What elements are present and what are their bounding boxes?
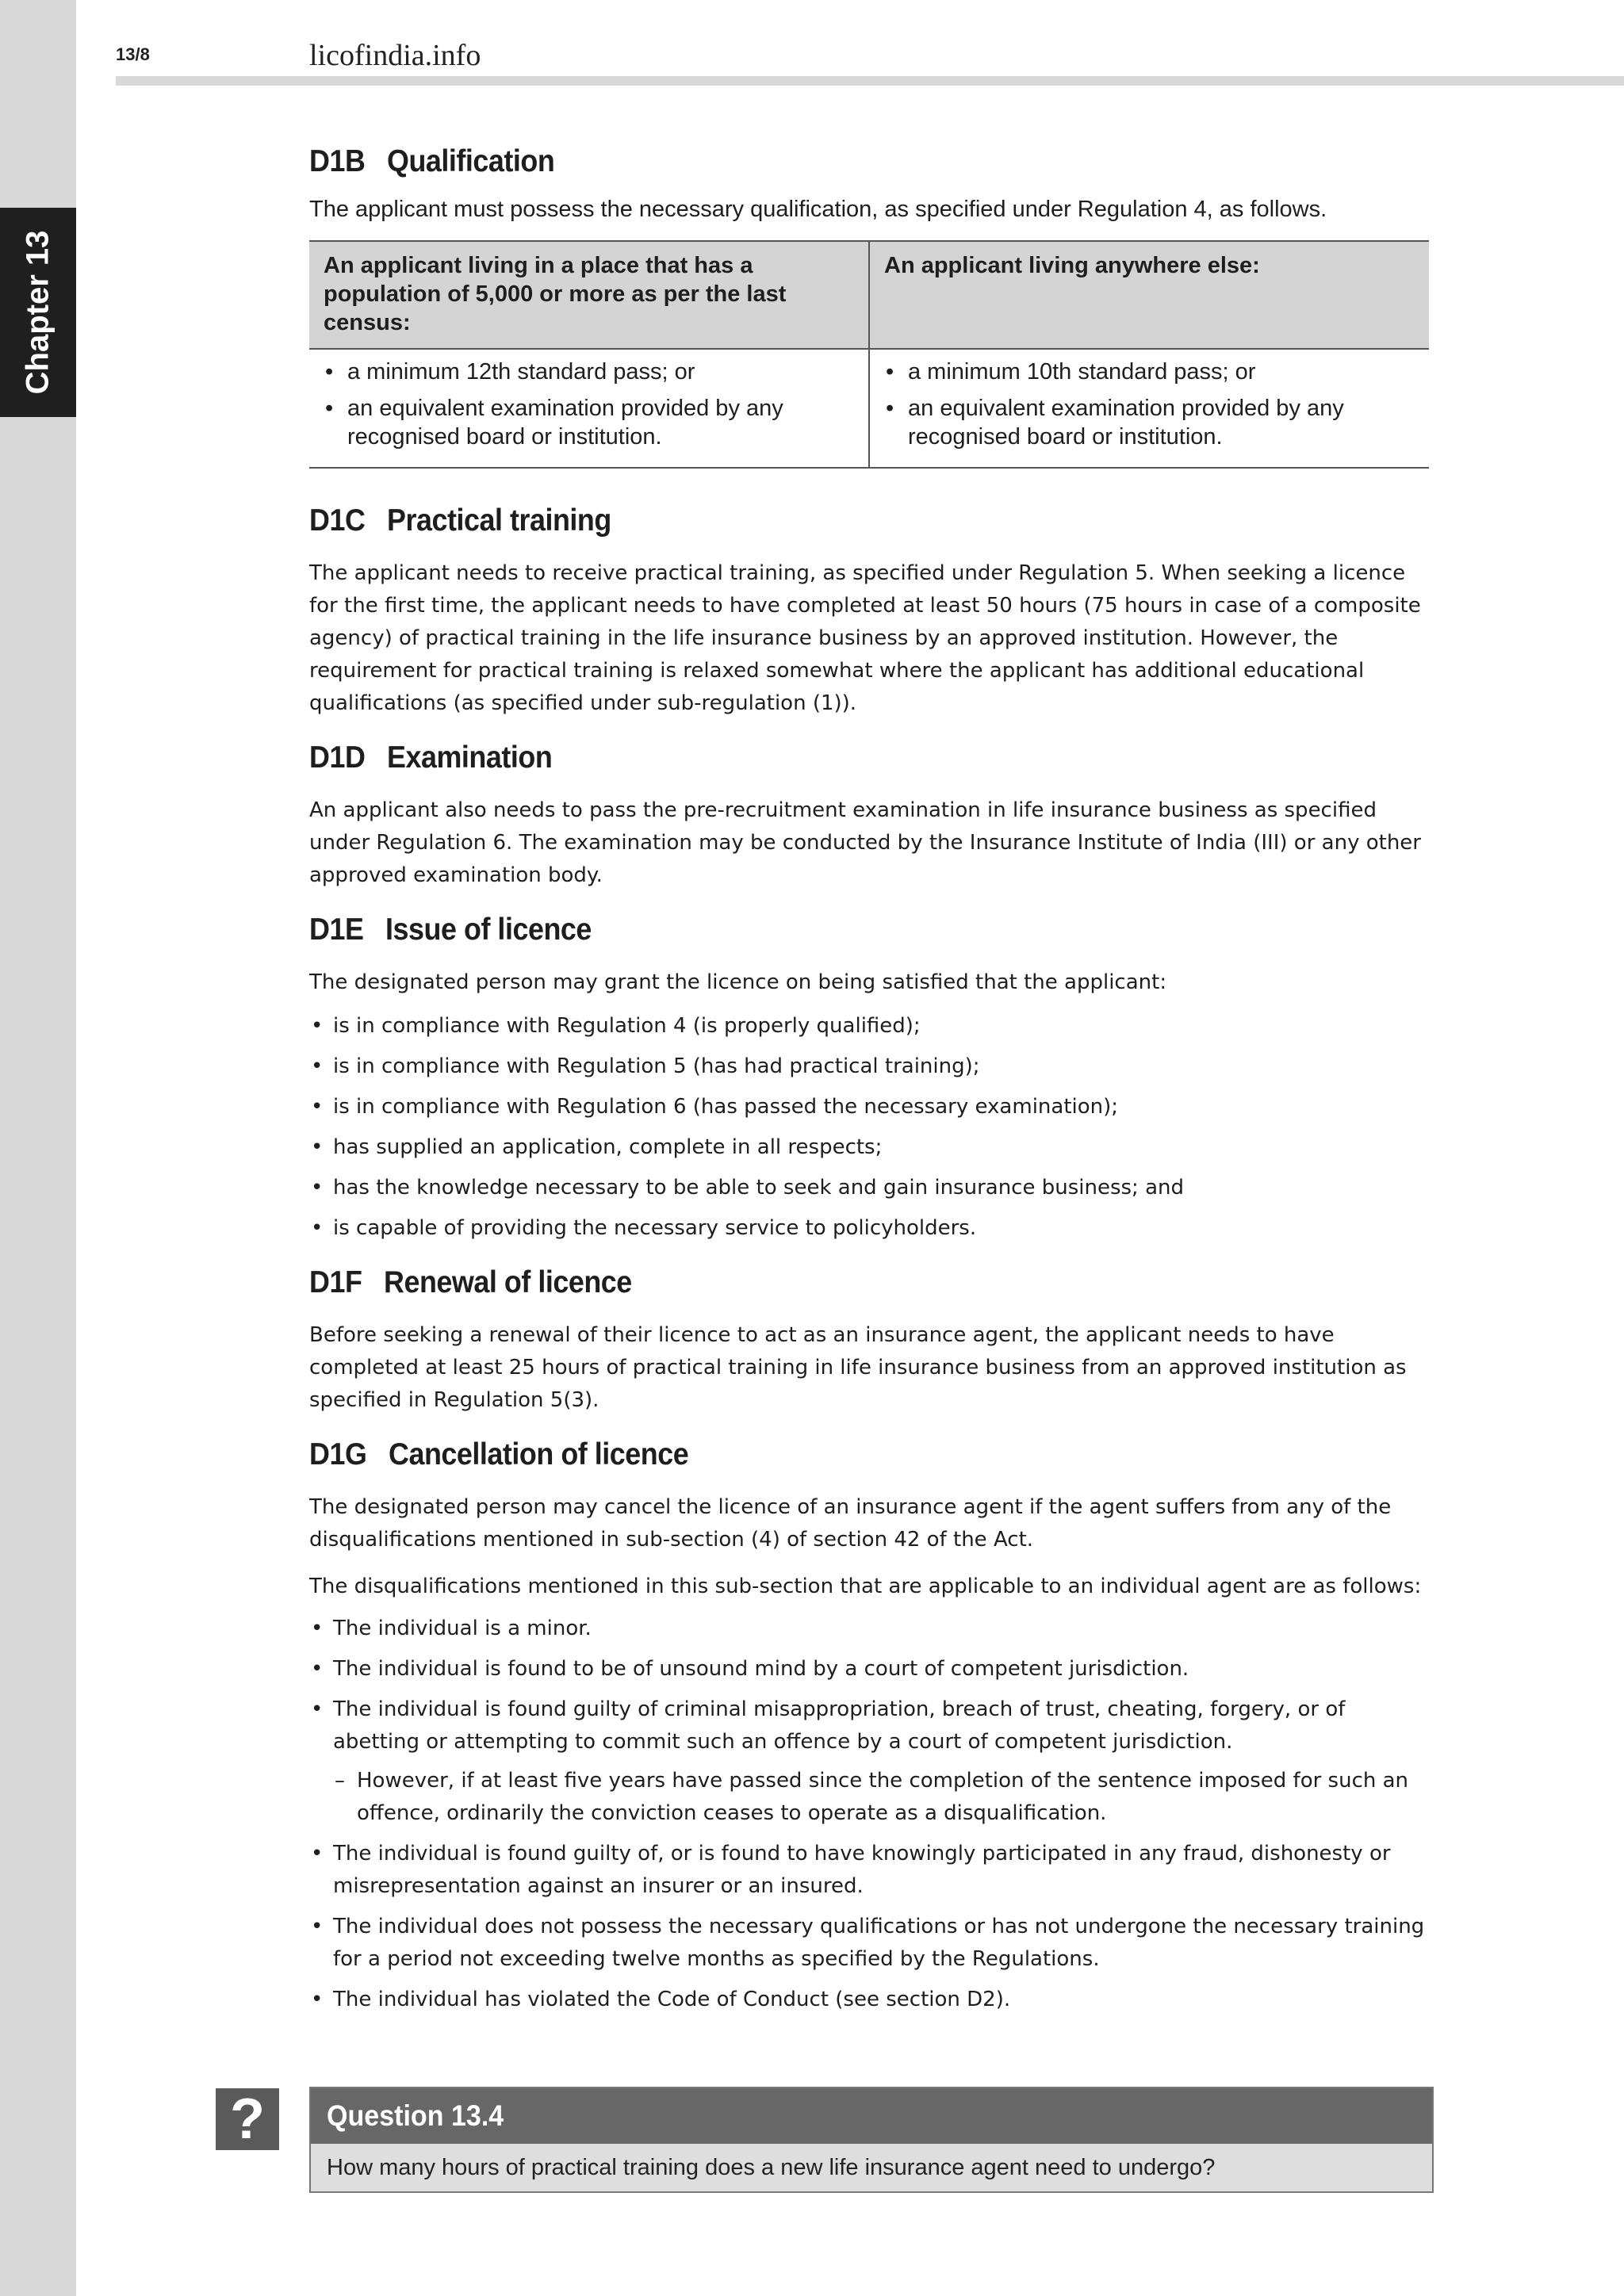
d1e-intro: The designated person may grant the licence on being satisfied that the applicant: (309, 970, 1167, 994)
list-item: • has supplied an application, complete in all respects; (309, 1131, 1429, 1164)
chapter-tab (0, 208, 76, 417)
section-title: Qualification (387, 144, 555, 178)
table-cell-elsewhere (869, 349, 1429, 468)
list-item: • an equivalent examination provided by any recognised board or institution. (324, 394, 854, 451)
section-heading-d1f (309, 1265, 1339, 1300)
page-number: 13/8 (116, 44, 150, 64)
d1g-para2: The disqualifications mentioned in this sub-section that are applicable to an individual agent are as follows: (309, 1575, 1422, 1598)
d1g-list (309, 1613, 1429, 2016)
d1b-intro: The applicant must possess the necessary qualification, as specified under Regulation 4, as follows. (309, 197, 1327, 222)
list-item: • The individual has violated the Code of Conduct (see section D2). (309, 1984, 1429, 2016)
section-heading-d1g (309, 1437, 1339, 1472)
d1c-text: The applicant needs to receive practical training, as specified under Regulation 5. When seeking a licence for the first time, the applicant needs to have completed at least 50 hours (75 hours in case of a composite agency) of practical training in the life insurance business by an approved institution. However, the requirement for practical training is relaxed somewhat where the applicant has additional educational qualifications (as specified under sub-regulation (1)). (309, 561, 1421, 715)
list-item: • is capable of providing the necessary service to policyholders. (309, 1212, 1429, 1245)
d1d-text: An applicant also needs to pass the pre-recruitment examination in life insurance business as specified under Regulation 6. The examination may be conducted by the Insurance Institute of India (III) or any other approved examination body. (309, 798, 1421, 887)
qualification-table (309, 240, 1429, 469)
list-item (309, 1693, 1429, 1830)
section-code: D1C (309, 503, 366, 538)
list-item: • is in compliance with Regulation 6 (has passed the necessary examination); (309, 1091, 1429, 1123)
question-header (311, 2088, 1432, 2144)
section-code: D1G (309, 1437, 367, 1471)
section-heading-d1e (309, 913, 1339, 947)
section-title: Renewal of licence (384, 1265, 632, 1299)
section-heading-d1c (309, 503, 1339, 538)
list-item: • is in compliance with Regulation 5 (has had practical training); (309, 1050, 1429, 1083)
list-item: • The individual is found to be of unsound mind by a court of competent jurisdiction. (309, 1653, 1429, 1686)
list-item: • a minimum 10th standard pass; or (884, 358, 1415, 386)
section-title: Cancellation of licence (389, 1437, 689, 1471)
section-code: D1F (309, 1265, 362, 1299)
list-item: • The individual does not possess the necessary qualifications or has not undergone the necessary training for a period not exceeding twelve months as specified by the Regulations. (309, 1911, 1429, 1976)
question-text: How many hours of practical training does a new life insurance agent need to undergo? (311, 2144, 1432, 2191)
header-rule (116, 76, 1624, 86)
question-mark-icon: ? (216, 2088, 279, 2150)
section-heading-d1d (309, 740, 1339, 775)
list-item: • an equivalent examination provided by any recognised board or institution. (884, 394, 1415, 451)
sub-list-item: – However, if at least five years have passed since the completion of the sentence imposed for such an offence, ordinarily the conviction ceases to operate as a disqualification. (333, 1765, 1429, 1830)
list-item: • a minimum 12th standard pass; or (324, 358, 854, 386)
sub-list (333, 1765, 1429, 1830)
section-heading-d1b (309, 144, 1339, 179)
section-code: D1E (309, 913, 364, 947)
list-item: • The individual is found guilty of, or is found to have knowingly participated in any fraud, dishonesty or misrepresentation against an insurer or an insured. (309, 1838, 1429, 1903)
section-title: Issue of licence (385, 913, 592, 947)
chapter-label: Chapter 13 (20, 230, 56, 395)
list-item-text: The individual is found guilty of criminal misappropriation, breach of trust, cheating, forgery, or of abetting or attempting to commit such an offence by a court of competent jurisdiction. (333, 1697, 1346, 1754)
list-item: • is in compliance with Regulation 4 (is properly qualified); (309, 1010, 1429, 1043)
d1f-text: Before seeking a renewal of their licence to act as an insurance agent, the applicant needs to have completed at least 25 hours of practical training in life insurance business from an approved institution as specified in Regulation 5(3). (309, 1323, 1407, 1412)
table-header-elsewhere: An applicant living anywhere else: (869, 241, 1429, 349)
section-title: Practical training (387, 503, 611, 538)
table-cell-populated (309, 349, 869, 468)
section-title: Examination (387, 740, 553, 775)
d1g-para1: The designated person may cancel the licence of an insurance agent if the agent suffers from any of the disqualifications mentioned in sub-section (4) of section 42 of the Act. (309, 1495, 1392, 1552)
section-code: D1D (309, 740, 366, 775)
question-box (309, 2087, 1434, 2193)
d1e-list (309, 1010, 1429, 1245)
question-title: Question 13.4 (327, 2099, 504, 2132)
main-content (309, 144, 1429, 2024)
table-header-populated: An applicant living in a place that has a population of 5,000 or more as per the last census: (309, 241, 869, 349)
list-item: • has the knowledge necessary to be able to seek and gain insurance business; and (309, 1172, 1429, 1204)
section-code: D1B (309, 144, 366, 178)
site-name: licofindia.info (309, 39, 481, 72)
list-item: • The individual is a minor. (309, 1613, 1429, 1645)
